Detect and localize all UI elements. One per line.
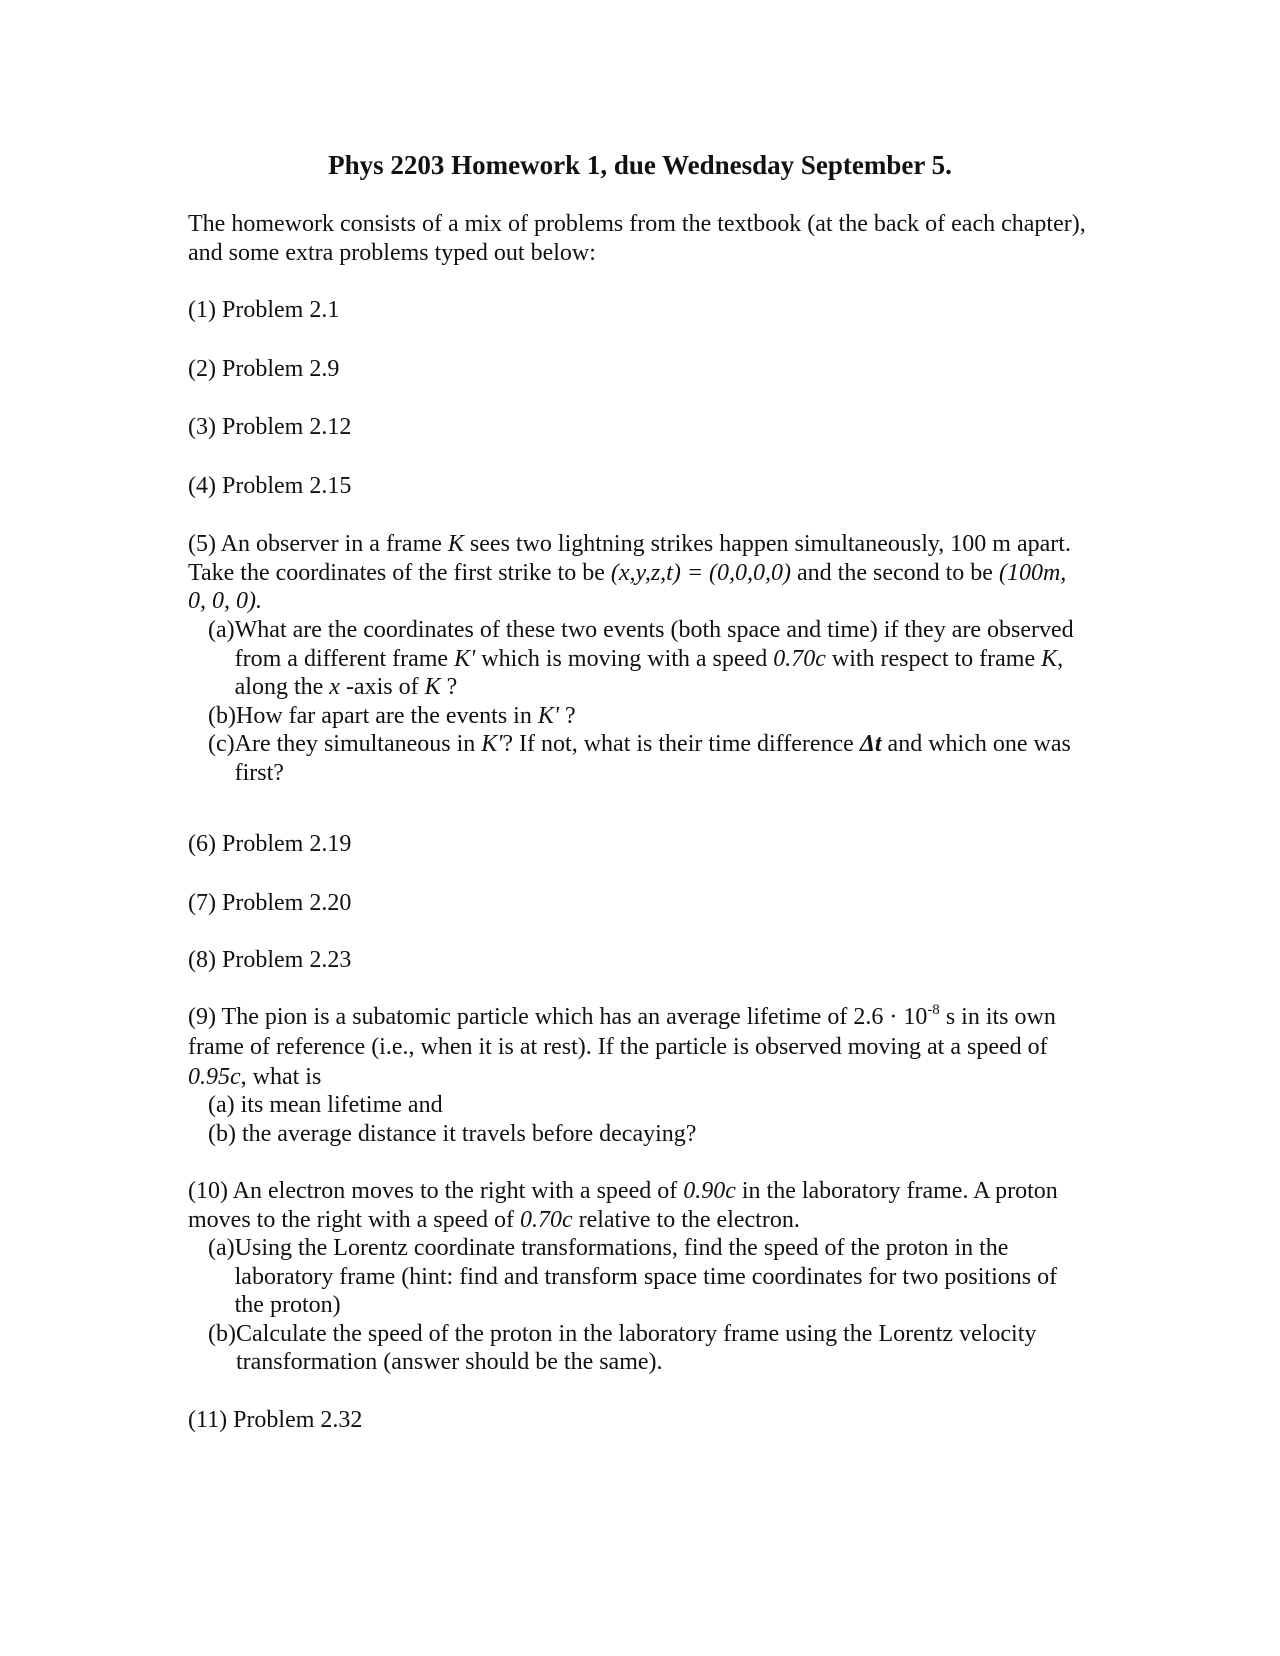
problem-5-text: (5) An observer in a frame xyxy=(188,531,448,557)
problem-10-subparts xyxy=(208,1234,1088,1377)
x-axis-symbol: x xyxy=(329,674,340,700)
problem-7: (7) Problem 2.20 xyxy=(188,890,352,916)
page-title: Phys 2203 Homework 1, due Wednesday September 5. xyxy=(328,150,952,180)
problem-8: (8) Problem 2.23 xyxy=(188,947,352,973)
frame-k-symbol: K xyxy=(1041,645,1058,672)
exponent: -8 xyxy=(927,1002,940,1018)
problem-3: (3) Problem 2.12 xyxy=(188,414,352,440)
text-run: How far apart are the events in xyxy=(235,702,538,729)
problem-5b xyxy=(208,702,1088,731)
text-run: Are they simultaneous in xyxy=(234,731,482,757)
subpart-text xyxy=(235,616,1088,702)
problem-10a xyxy=(208,1234,1088,1320)
second-strike-coordinates: (100m, 0, 0, 0). xyxy=(188,559,1067,614)
problem-10-text: in the laboratory frame. A proton moves to the right with a speed of xyxy=(188,1178,1058,1233)
problem-5a xyxy=(208,616,1088,702)
frame-k-prime-symbol: K' xyxy=(454,645,476,672)
text-run: -axis of xyxy=(339,674,425,700)
problem-10-text: relative to the electron. xyxy=(572,1206,800,1233)
problem-9-text: (9) The pion is a subatomic particle which has an average lifetime of 2.6 · 10 xyxy=(188,1004,928,1030)
speed-value: 0.95c xyxy=(188,1064,241,1090)
problem-9-subparts xyxy=(208,1091,1088,1148)
subpart-text: Calculate the speed of the proton in the laboratory frame using the Lorentz velocity transformation (answer should be the same). xyxy=(235,1320,1037,1375)
problem-10-text: (10) An electron moves to the right with a speed of xyxy=(188,1178,684,1204)
problem-11: (11) Problem 2.32 xyxy=(188,1407,363,1433)
problem-5c xyxy=(208,730,1088,787)
problem-9 xyxy=(188,1002,1088,1092)
text-run: ? xyxy=(559,702,576,729)
frame-k-symbol: K xyxy=(447,531,464,557)
problem-9a: (a) its mean lifetime and xyxy=(208,1092,443,1118)
problem-4: (4) Problem 2.15 xyxy=(188,473,352,499)
problem-5-subparts xyxy=(208,616,1088,787)
subpart-label: (c) xyxy=(208,731,235,757)
problem-6: (6) Problem 2.19 xyxy=(188,831,352,857)
text-run: and which one was first? xyxy=(234,731,1071,786)
problem-1: (1) Problem 2.1 xyxy=(188,297,340,323)
problem-9-text: s in its own frame of reference (i.e., when it is at rest). If the particle is observed moving at a speed of xyxy=(188,1004,1056,1060)
subpart-label: (a) xyxy=(208,1235,235,1261)
text-run: What are the coordinates of these two events (both space and time) if they are observed from a different frame xyxy=(234,617,1074,672)
speed-value: 0.90c xyxy=(683,1178,736,1204)
frame-k-prime-symbol: K' xyxy=(537,702,559,729)
problem-5-text: and the second to be xyxy=(791,559,999,586)
text-run: , along the xyxy=(234,645,1064,700)
subpart-label: (b) xyxy=(208,1320,236,1347)
problem-5 xyxy=(188,530,1088,616)
frame-k-symbol: K xyxy=(424,674,441,700)
speed-value: 0.70c xyxy=(519,1206,573,1233)
text-run: ? xyxy=(440,674,458,700)
text-run: which is moving with a speed xyxy=(475,645,774,672)
subpart-text xyxy=(236,702,1088,731)
problem-2: (2) Problem 2.9 xyxy=(188,356,340,382)
problem-9-text: , what is xyxy=(240,1064,322,1090)
subpart-label: (a) xyxy=(208,617,235,643)
delta-t-symbol: Δt xyxy=(859,731,882,757)
speed-value: 0.70c xyxy=(773,645,826,672)
subpart-text: Using the Lorentz coordinate transformations, find the speed of the proton in the laboratory frame (hint: find and transform space time coordinates for two positions of the proton) xyxy=(234,1235,1058,1318)
intro-paragraph: The homework consists of a mix of problems from the textbook (at the back of each chapter), and some extra problems typed out below: xyxy=(188,211,1086,266)
problem-5-text: sees two lightning strikes happen simultaneously, 100 m apart. Take the coordinates of the first strike to be xyxy=(188,531,1071,586)
text-run: with respect to frame xyxy=(825,645,1042,672)
problem-9b: (b) the average distance it travels before decaying? xyxy=(208,1120,697,1147)
frame-k-prime-symbol: K' xyxy=(481,731,503,757)
subpart-label: (b) xyxy=(208,702,236,729)
text-run: ? If not, what is their time difference xyxy=(502,731,860,757)
first-strike-coordinates: (x,y,z,t) = (0,0,0,0) xyxy=(610,559,792,586)
subpart-text xyxy=(235,730,1088,787)
problem-10b xyxy=(208,1320,1088,1377)
problem-10 xyxy=(188,1177,1088,1234)
